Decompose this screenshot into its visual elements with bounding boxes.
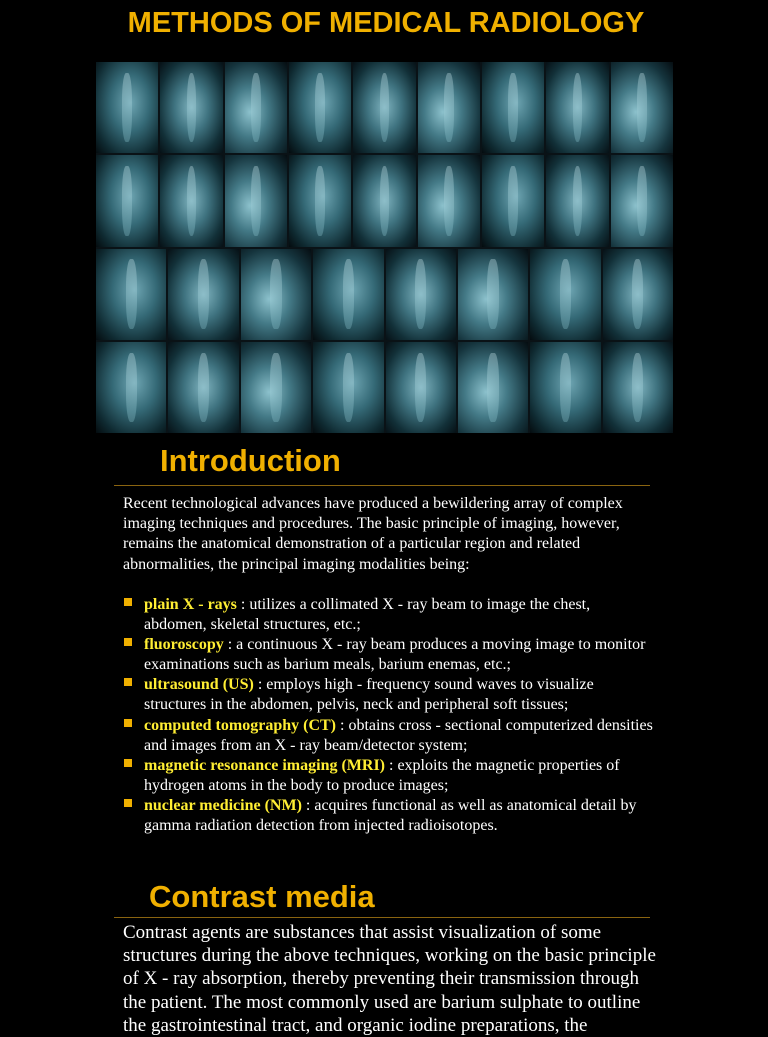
modality-description: : a continuous X - ray beam produces a moving image to monitor examinations such as barium meals, barium enemas, etc.;	[144, 636, 646, 674]
square-bullet-icon	[124, 759, 132, 767]
xray-skull-side	[418, 62, 480, 153]
xray-neck	[313, 249, 383, 340]
xray-leg	[530, 249, 600, 340]
modalities-list	[124, 595, 654, 836]
xray-pelvis-2	[168, 249, 238, 340]
xray-elbow	[546, 62, 608, 153]
collage-row	[96, 155, 673, 246]
xray-hand	[482, 62, 544, 153]
xray-hand-2	[611, 62, 673, 153]
xray-hip-implant-2	[386, 342, 456, 433]
modality-item	[124, 635, 654, 675]
xray-tibia-plate	[530, 342, 600, 433]
collage-row	[96, 62, 673, 153]
contrast-media-divider	[114, 917, 650, 918]
xray-knee-2	[225, 155, 287, 246]
xray-chest-2	[546, 155, 608, 246]
collage-row	[96, 249, 673, 340]
xray-chest	[96, 155, 158, 246]
xray-hip-implant	[313, 342, 383, 433]
xray-leg-2	[603, 249, 673, 340]
square-bullet-icon	[124, 598, 132, 606]
modality-term: plain X - rays	[144, 596, 237, 613]
modality-item	[124, 716, 654, 756]
xray-shoulder	[160, 155, 222, 246]
modality-description: : employs high - frequency sound waves to visualize structures in the abdomen, pelvis, neck and peripheral soft tissues;	[144, 676, 594, 714]
xray-spine	[482, 155, 544, 246]
xray-feet	[96, 62, 158, 153]
modality-item	[124, 595, 654, 635]
modality-item	[124, 756, 654, 796]
square-bullet-icon	[124, 678, 132, 686]
collage-row	[96, 342, 673, 433]
modality-term: nuclear medicine (NM)	[144, 796, 302, 814]
xray-chest-3	[611, 155, 673, 246]
xray-abdomen	[241, 342, 311, 433]
xray-chest-5	[168, 342, 238, 433]
modality-term: computed tomography (CT)	[144, 716, 336, 734]
modality-term: ultrasound (US)	[144, 676, 254, 694]
xray-knee	[160, 62, 222, 153]
contrast-media-paragraph: Contrast agents are substances that assist visualization of some structures during the above techniques, working on the basic principle of X - ray absorption, thereby preventing their transmission through the patient. The most commonly used are barium sulphate to outline the gastrointestinal tract, and organic iodine preparations, the	[123, 922, 656, 1036]
introduction-divider	[114, 485, 650, 486]
page-title: METHODS OF MEDICAL RADIOLOGY	[127, 7, 645, 39]
modality-term: magnetic resonance imaging (MRI)	[144, 756, 385, 774]
xray-collage-image	[96, 62, 673, 433]
modality-description: : exploits the magnetic properties of hydrogen atoms in the body to produce images;	[144, 756, 620, 794]
xray-skull-side-2	[289, 155, 351, 246]
square-bullet-icon	[124, 799, 132, 807]
modality-description: : obtains cross - sectional computerized densities and images from an X - ray beam/detector system;	[144, 716, 653, 754]
modality-description: : acquires functional as well as anatomical detail by gamma radiation detection from injected radioisotopes.	[144, 796, 637, 835]
xray-ankle	[225, 62, 287, 153]
modality-item	[124, 675, 654, 715]
introduction-heading: Introduction	[160, 443, 341, 478]
introduction-paragraph: Recent technological advances have produced a bewildering array of complex imaging techniques and procedures. The basic principle of imaging, however, remains the anatomical demonstration of a particular region and related abnormalities, the principal imaging modalities being:	[123, 495, 623, 573]
xray-tibia-plate-2	[603, 342, 673, 433]
xray-forearm	[418, 155, 480, 246]
square-bullet-icon	[124, 719, 132, 727]
square-bullet-icon	[124, 638, 132, 646]
xray-child-body	[96, 249, 166, 340]
xray-pelvis-3	[386, 249, 456, 340]
modality-term: fluoroscopy	[144, 636, 224, 654]
xray-ankle-2	[289, 62, 351, 153]
xray-pelvis	[353, 155, 415, 246]
modality-item	[124, 796, 654, 836]
xray-skull-front	[353, 62, 415, 153]
modality-description: : utilizes a collimated X - ray beam to image the chest, abdomen, skeletal structures, etc.;	[144, 596, 591, 634]
xray-chest-4	[96, 342, 166, 433]
xray-knee-implant	[458, 342, 528, 433]
contrast-media-heading: Contrast media	[149, 879, 375, 914]
xray-chest-side	[241, 249, 311, 340]
xray-cervical-spine	[458, 249, 528, 340]
